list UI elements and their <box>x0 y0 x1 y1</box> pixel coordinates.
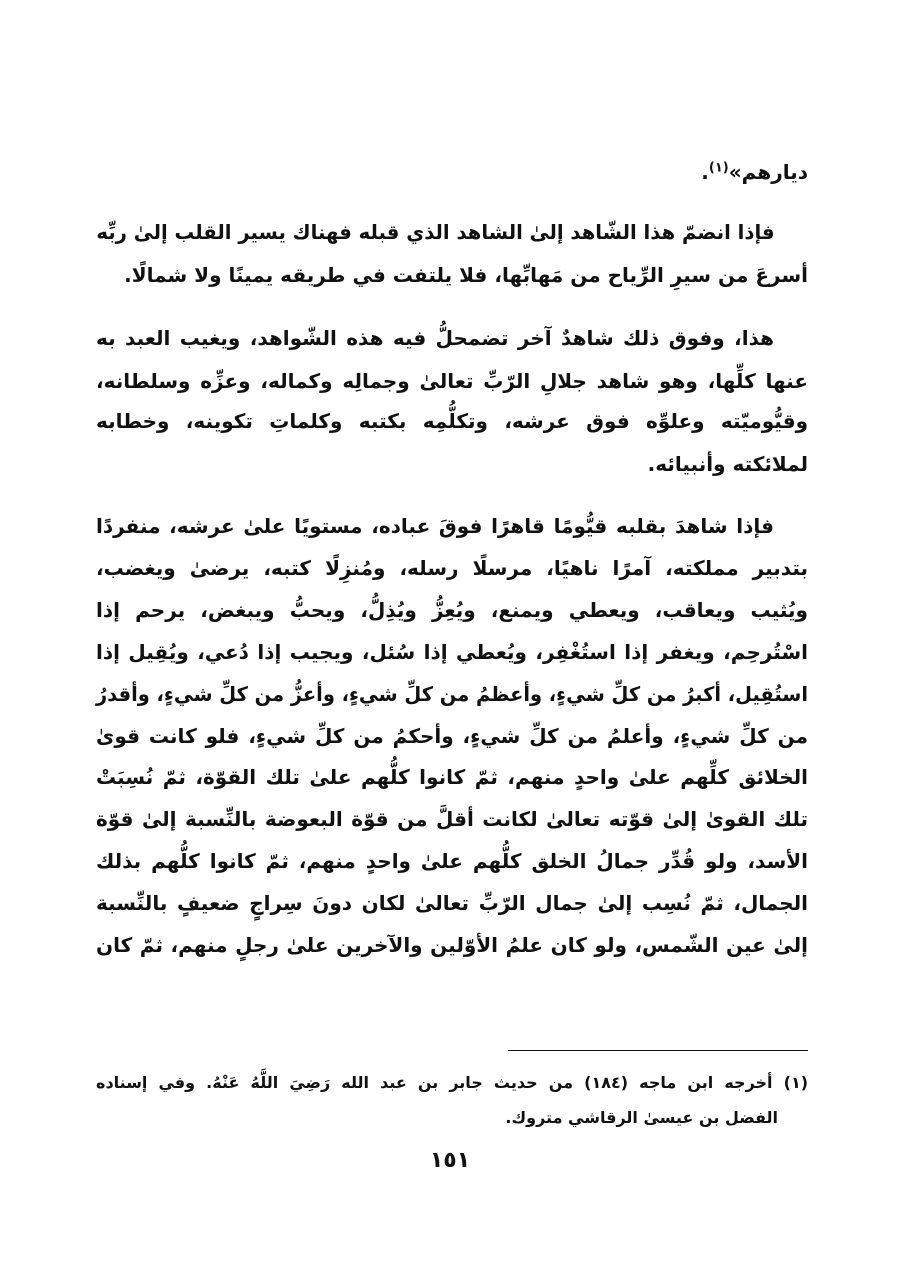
text-line: تلك القوىٰ إلىٰ قوّته تعالىٰ لكانت أقلَّ من قوّة البعوضة بالنِّسبة إلىٰ قوّة <box>96 807 808 831</box>
text-line: عنها كلِّها، وهو شاهد جلالِ الرّبِّ تعالىٰ وجمالِه وكماله، وعزِّه وسلطانه، <box>96 369 808 393</box>
period: . <box>701 160 709 184</box>
footnote-line: (١) أخرجه ابن ماجه (١٨٤) من حديث جابر بن عبد الله رَضِيَ اللَّهُ عَنْهُ. وفي إسناده <box>96 1073 809 1092</box>
text-line: فإذا شاهدَ بقلبه قيُّومًا قاهرًا فوقَ عباده، مستويًا علىٰ عرشه، منفردًا <box>96 514 774 538</box>
footnote-ref[interactable]: (١) <box>708 160 729 176</box>
continued-line <box>96 157 808 187</box>
text-line: أسرعَ من سيرِ الرِّياح من مَهابِّها، فلا يلتفت في طريقه يمينًا ولا شمالًا. <box>124 263 808 287</box>
text-line: الخلائق كلِّهم علىٰ واحدٍ منهم، ثمّ كانوا كلُّهم علىٰ تلك القوّة، ثمّ نُسِبَتْ <box>96 765 808 789</box>
footnote-divider <box>508 1050 808 1051</box>
quote-end-word: ديارهم» <box>728 160 808 184</box>
text-line: ويُثيب ويعاقب، ويعطي ويمنع، ويُعِزُّ ويُذِلُّ، ويحبُّ ويبغض، يرحم إذا <box>96 598 808 622</box>
page-number: ١٥١ <box>429 1148 471 1173</box>
text-line: هذا، وفوق ذلك شاهدٌ آخر تضمحلُّ فيه هذه الشّواهد، ويغيب العبد به <box>96 326 774 350</box>
text-line: إلىٰ عين الشّمس، ولو كان علمُ الأوّلين والآخرين علىٰ رجلٍ منهم، ثمّ كان <box>96 933 808 957</box>
text-line: الأسد، ولو قُدِّر جمالُ الخلق كلُّهم علىٰ واحدٍ منهم، ثمّ كانوا كلُّهم بذلك <box>96 849 808 873</box>
text-line: من كلِّ شيءٍ، وأعلمُ من كلِّ شيءٍ، وأحكمُ من كلِّ شيءٍ، فلو كانت قوىٰ <box>96 724 808 748</box>
text-line: لملائكته وأنبيائه. <box>647 452 808 476</box>
text-line: اسْتُرحِم، ويغفر إذا استُغْفِر، ويُعطي إذا سُئل، ويجيب إذا دُعي، ويُقِيل إذا <box>96 640 808 664</box>
text-line: استُقِيل، أكبرُ من كلِّ شيءٍ، وأعظمُ من كلِّ شيءٍ، وأعزُّ من كلِّ شيءٍ، وأقدرُ <box>95 682 808 706</box>
text-line: فإذا انضمّ هذا الشّاهد إلىٰ الشاهد الذي قبله فهناك يسير القلب إلىٰ ربِّه <box>96 220 775 244</box>
footnote-line: الفضل بن عيسىٰ الرقاشي متروك. <box>505 1108 778 1127</box>
text-line: بتدبير مملكته، آمرًا ناهيًا، مرسلًا رسله، ومُنزِلًا كتبه، يرضىٰ ويغضب، <box>96 556 808 580</box>
text-line: وقيُّوميّته وعلوِّه فوق عرشه، وتكلُّمِه بكتبه وكلماتِ تكوينه، وخطابه <box>96 409 808 433</box>
text-line: الجمال، ثمّ نُسِب إلىٰ جمال الرّبِّ تعالىٰ لكان دونَ سِراجٍ ضعيفٍ بالنِّسبة <box>96 891 808 915</box>
